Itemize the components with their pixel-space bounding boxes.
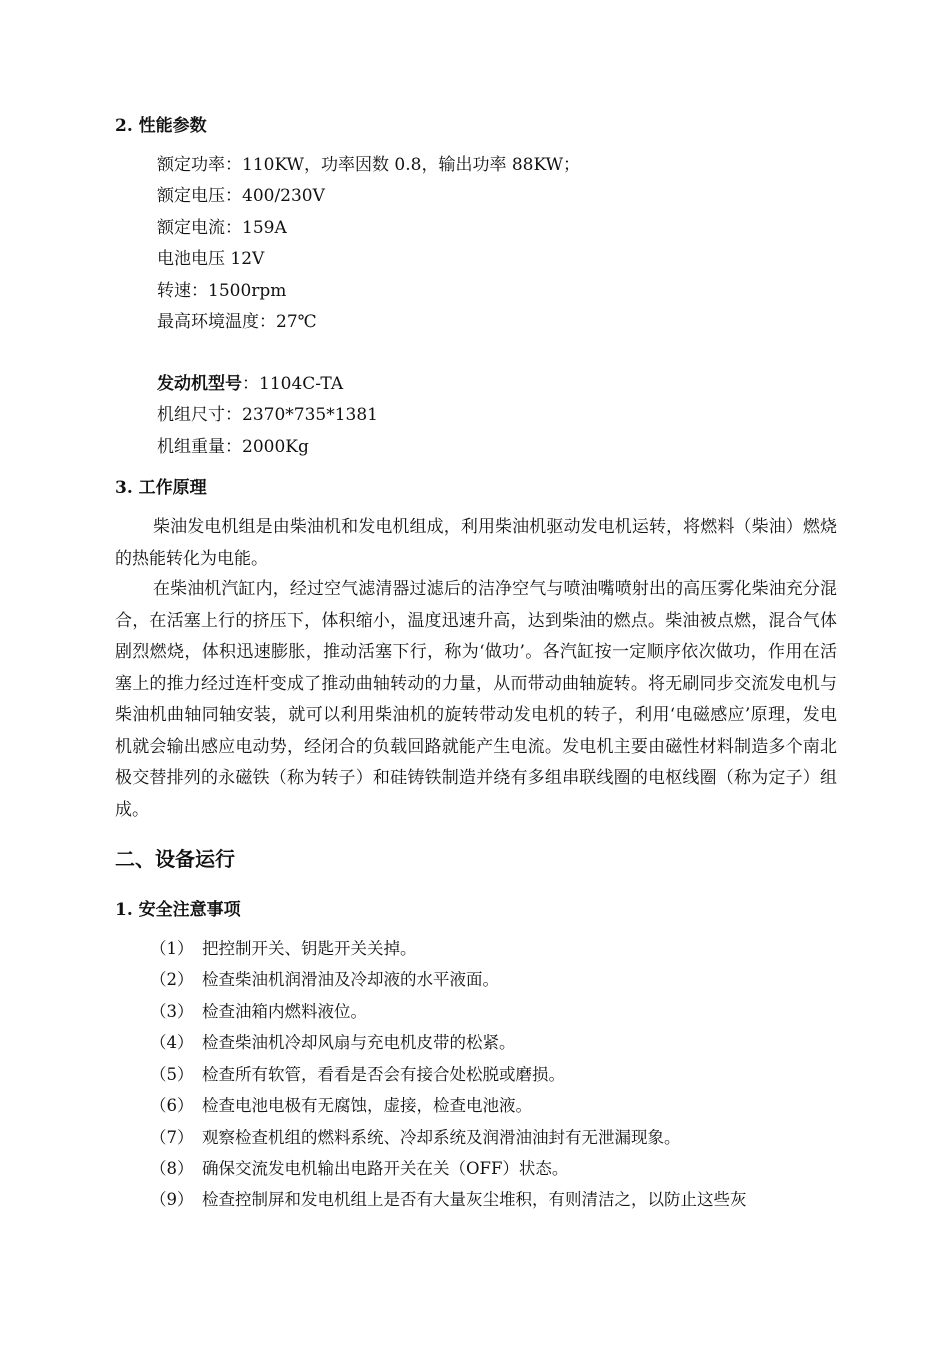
item-number: （9） [150,1190,194,1209]
safety-item [150,1126,840,1150]
param-rated-current: 额定电流：159A [157,218,287,238]
engine-model [157,372,343,396]
safety-item [150,937,840,961]
section-heading-safety: 1. 安全注意事项 [115,900,241,920]
item-number: （6） [150,1096,194,1115]
safety-item [150,1063,840,1087]
item-text: 确保交流发电机输出电路开关在关（OFF）状态。 [202,1159,569,1178]
item-number: （4） [150,1033,194,1052]
safety-item [150,1157,840,1181]
safety-item [150,1000,840,1024]
param-speed: 转速：1500rpm [157,281,287,301]
item-text: 检查控制屏和发电机组上是否有大量灰尘堆积，有则清洁之，以防止这些灰 [202,1190,747,1209]
item-number: （3） [150,1002,194,1021]
unit-weight: 机组重量：2000Kg [157,437,309,457]
item-text: 观察检查机组的燃料系统、冷却系统及润滑油油封有无泄漏现象。 [202,1128,681,1147]
item-number: （1） [150,939,194,958]
unit-dimensions: 机组尺寸：2370*735*1381 [157,405,378,425]
item-text: 检查柴油机冷却风扇与充电机皮带的松紧。 [202,1033,516,1052]
principle-paragraph-1: 柴油发电机组是由柴油机和发电机组成，利用柴油机驱动发电机运转，将燃料（柴油）燃烧的热能转化为电能。 [115,517,837,569]
safety-item [150,1188,840,1212]
item-text: 把控制开关、钥匙开关关掉。 [202,939,417,958]
item-text: 检查油箱内燃料液位。 [202,1002,367,1021]
param-battery-voltage: 电池电压 12V [157,249,265,269]
engine-model-label: 发动机型号 [157,374,242,394]
engine-model-value: ：1104C-TA [242,374,344,394]
section-heading-working-principle: 3. 工作原理 [115,478,207,498]
item-text: 检查电池电极有无腐蚀，虚接，检查电池液。 [202,1096,532,1115]
item-number: （7） [150,1128,194,1147]
item-number: （5） [150,1065,194,1084]
item-text: 检查所有软管，看看是否会有接合处松脱或磨损。 [202,1065,565,1084]
safety-item [150,1094,840,1118]
safety-item [150,1031,840,1055]
principle-paragraph-2: 在柴油机汽缸内，经过空气滤清器过滤后的洁净空气与喷油嘴喷射出的高压雾化柴油充分混合，在活塞上行的挤压下，体积缩小，温度迅速升高，达到柴油的燃点。柴油被点燃，混合气体剧烈燃烧，体积迅速膨胀，推动活塞下行，称为‘做功’。各汽缸按一定顺序依次做功，作用在活塞上的推力经过连杆变成了推动曲轴转动的力量，从而带动曲轴旋转。将无刷同步交流发电机与柴油机曲轴同轴安装，就可以利用柴油机的旋转带动发电机的转子，利用‘电磁感应’原理，发电机就会输出感应电动势，经闭合的负载回路就能产生电流。发电机主要由磁性材料制造多个南北极交替排列的永磁铁（称为转子）和硅铸铁制造并绕有多组串联线圈的电枢线圈（称为定子）组成。 [115,579,837,820]
param-rated-voltage: 额定电压：400/230V [157,186,325,206]
item-number: （2） [150,970,194,989]
param-max-ambient-temp: 最高环境温度：27℃ [157,312,317,332]
safety-item [150,968,840,992]
item-text: 检查柴油机润滑油及冷却液的水平液面。 [202,970,499,989]
chapter-heading-operation: 二、设备运行 [115,847,235,871]
item-number: （8） [150,1159,194,1178]
section-heading-performance: 2. 性能参数 [115,116,207,136]
param-rated-power: 额定功率：110KW，功率因数 0.8，输出功率 88KW； [157,155,581,175]
